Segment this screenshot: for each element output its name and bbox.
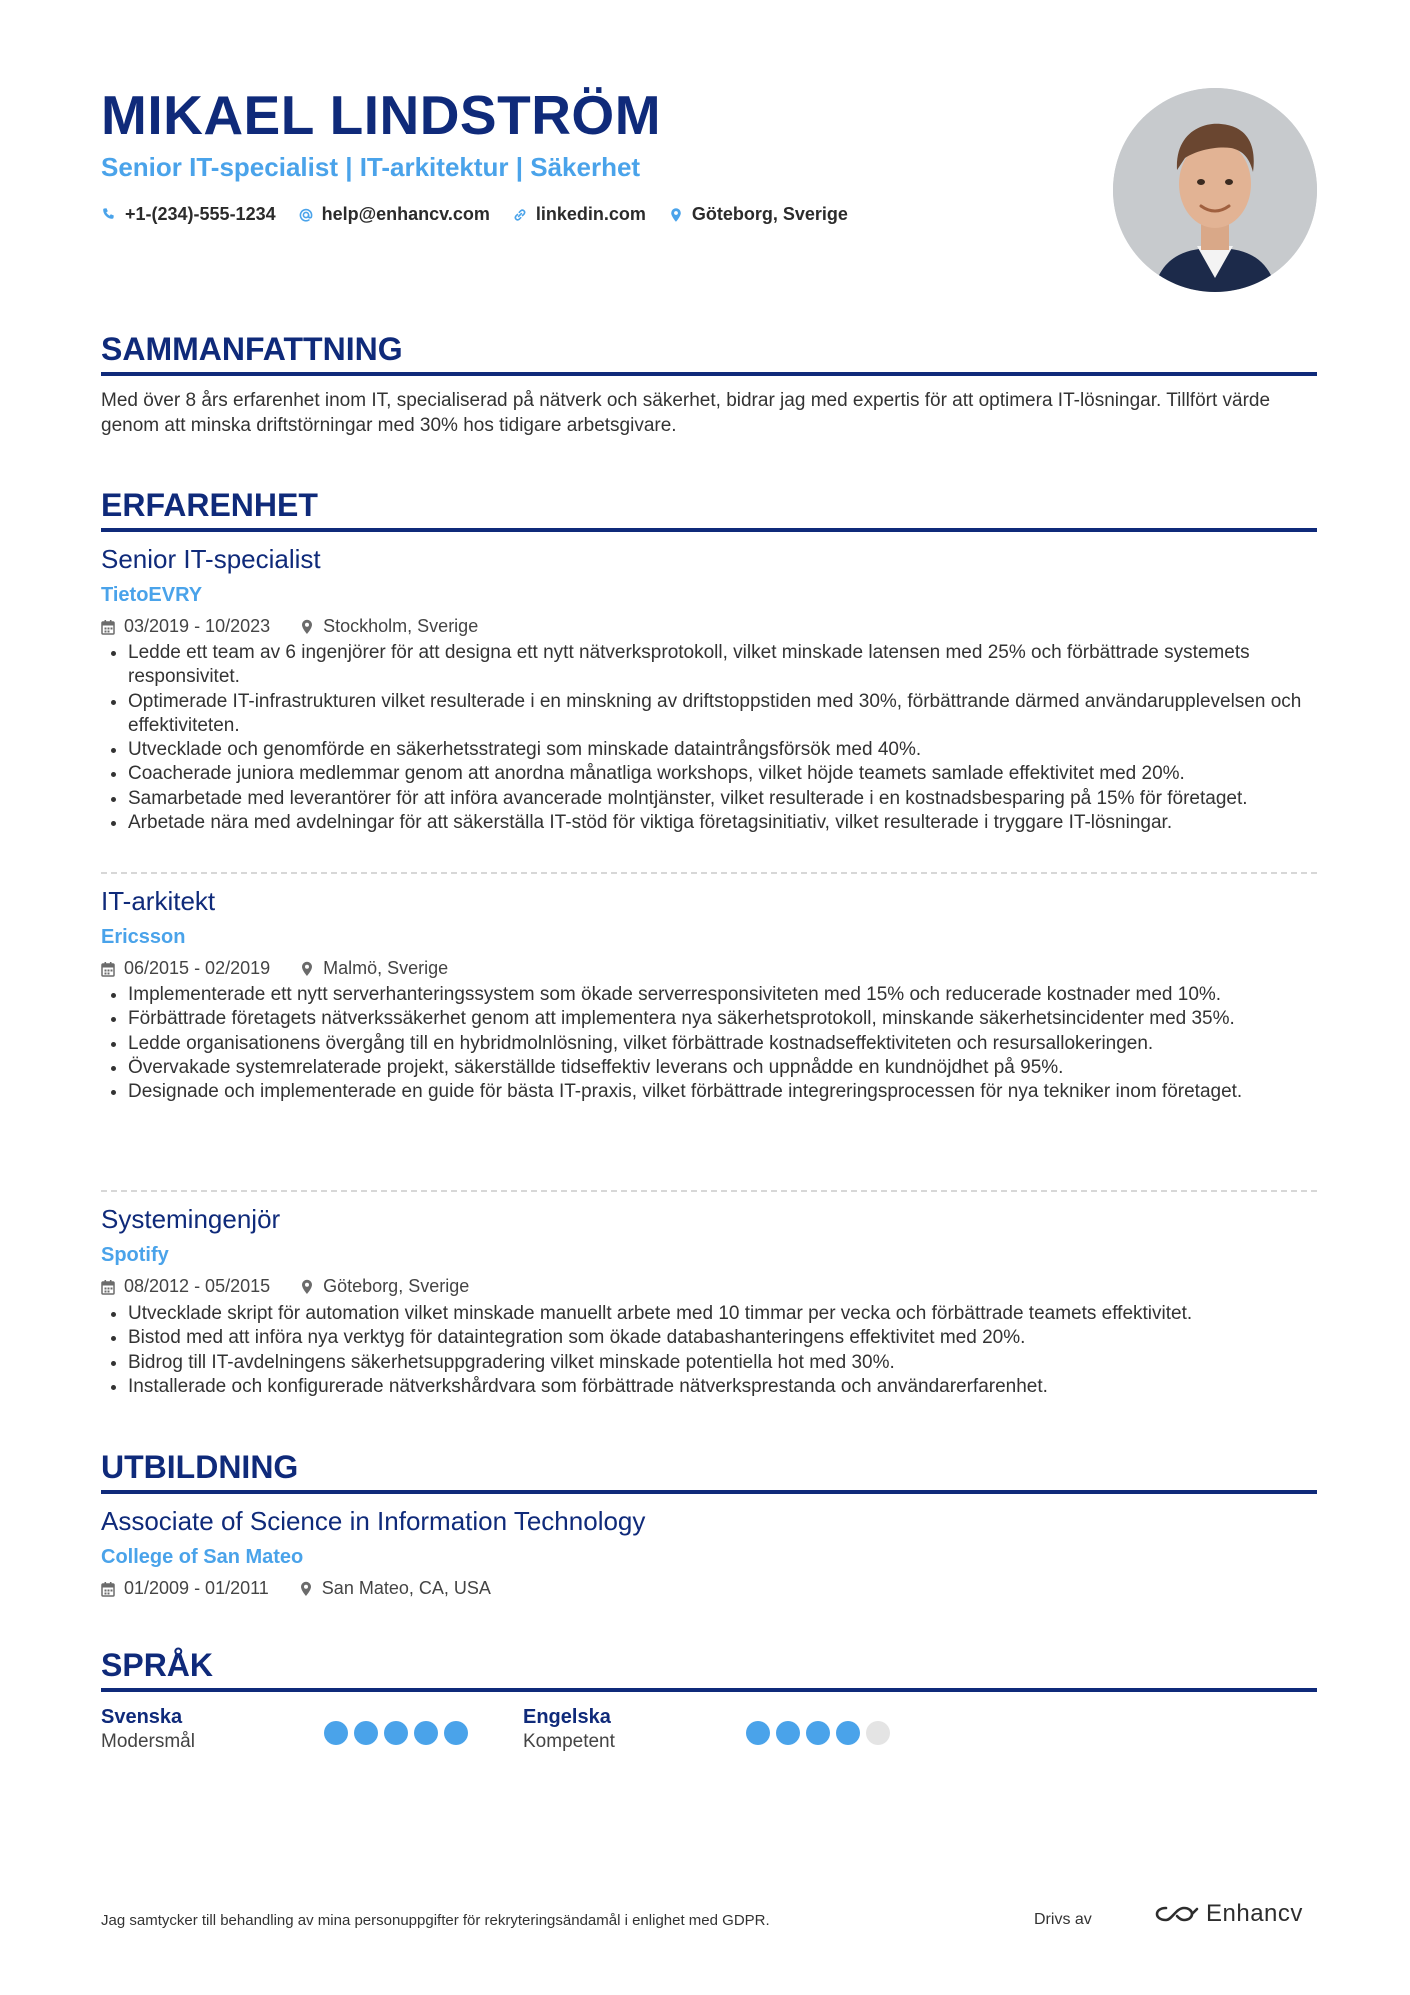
rating-dot-empty <box>866 1721 890 1745</box>
contact-email[interactable] <box>298 204 490 225</box>
email-text: help@enhancv.com <box>321 204 490 224</box>
bullet: • Samarbetade med leverantörer för att införa avancerade molntjänster, vilket resulterade i en kostnadsbesparing på 15% för företaget. <box>128 787 1344 811</box>
job-title: Systemingenjör <box>101 1204 281 1234</box>
language-rating <box>324 1721 468 1745</box>
job-meta <box>101 958 448 979</box>
job-divider <box>101 1190 1317 1192</box>
job-meta <box>101 1276 469 1297</box>
location-text: Malmö, Sverige <box>323 958 449 978</box>
location-text: Göteborg, Sverige <box>691 204 848 224</box>
gdpr-consent: Jag samtycker till behandling av mina personuppgifter för rekryteringsändamål i enlighet med GDPR. <box>101 1912 770 1929</box>
rating-dot-filled <box>354 1721 378 1745</box>
link-icon <box>512 207 528 223</box>
company-name: Ericsson <box>101 926 186 948</box>
bullet: • Bidrog till IT-avdelningens säkerhetsuppgradering vilket minskade potentiella hot med 30%. <box>128 1351 1344 1375</box>
enhancv-logo[interactable] <box>1154 1900 1303 1928</box>
dates-text: 03/2019 - 10/2023 <box>124 616 271 636</box>
job-title: Senior IT-specialist <box>101 544 321 574</box>
experience-heading: ERFARENHET <box>101 486 1317 532</box>
company-name: Spotify <box>101 1244 169 1266</box>
location-pin-icon <box>299 1581 313 1597</box>
company-name: TietoEVRY <box>101 584 203 606</box>
language-rating <box>746 1721 890 1745</box>
contact-phone[interactable] <box>101 204 276 225</box>
job-location <box>300 958 448 979</box>
school-name: College of San Mateo <box>101 1546 304 1568</box>
profile-photo <box>1113 88 1317 292</box>
location-pin-icon <box>300 961 314 977</box>
job-location <box>300 616 478 637</box>
bullet: • Utvecklade och genomförde en säkerhetsstrategi som minskade dataintrångsförsök med 40%. <box>128 738 1344 762</box>
rating-dot-filled <box>384 1721 408 1745</box>
job-location <box>300 1276 469 1297</box>
job-bullets <box>101 1302 1344 1399</box>
language-item <box>523 1706 615 1753</box>
location-text: Göteborg, Sverige <box>323 1276 470 1296</box>
contact-location <box>668 204 848 225</box>
dates-text: 01/2009 - 01/2011 <box>124 1578 269 1598</box>
bullet: • Utvecklade skript för automation vilket minskade manuellt arbete med 10 timmar per vecka och förbättrade teamets effektivitet. <box>128 1302 1344 1326</box>
languages-heading: SPRÅK <box>101 1646 1317 1692</box>
phone-icon <box>101 207 117 223</box>
job-bullets <box>101 983 1344 1104</box>
job-dates <box>101 958 270 979</box>
education-meta <box>101 1578 491 1599</box>
calendar-icon <box>101 619 115 635</box>
dates-text: 08/2012 - 05/2015 <box>124 1276 271 1296</box>
bullet: • Optimerade IT-infrastrukturen vilket resulterade i en minskning av driftstoppstiden med 30%, förbättrande därmed användarupplevelsen och effektiviteten. <box>128 690 1344 739</box>
bullet: • Förbättrade företagets nätverkssäkerhet genom att implementera nya säkerhetsprotokoll, minskande säkerhetsincidenter med 35%. <box>128 1007 1344 1031</box>
calendar-icon <box>101 1581 115 1597</box>
location-pin-icon <box>300 619 314 635</box>
phone-text: +1-(234)-555-1234 <box>125 204 276 224</box>
summary-heading: SAMMANFATTNING <box>101 330 1317 376</box>
bullet: • Ledde ett team av 6 ingenjörer för att designa ett nytt nätverksprotokoll, vilket minskade latensen med 25% och förbättrade systemets responsivitet. <box>128 641 1344 690</box>
bullet: • Bistod med att införa nya verktyg för dataintegration som ökade databashanteringens effektivitet med 20%. <box>128 1326 1344 1350</box>
job-dates <box>101 616 270 637</box>
bullet: • Designade och implementerade en guide för bästa IT-praxis, vilket förbättrade integreringsprocessen för nya tekniker inom företaget. <box>128 1080 1344 1104</box>
job-divider <box>101 872 1317 874</box>
bullet: • Ledde organisationens övergång till en hybridmolnlösning, vilket förbättrade kostnadseffektiviteten och resursallokeringen. <box>128 1032 1344 1056</box>
language-name: Svenska <box>101 1706 183 1728</box>
dates-text: 06/2015 - 02/2019 <box>124 958 271 978</box>
candidate-headline: Senior IT-specialist | IT-arkitektur | Säkerhet <box>101 152 641 182</box>
rating-dot-filled <box>414 1721 438 1745</box>
rating-dot-filled <box>746 1721 770 1745</box>
rating-dot-filled <box>444 1721 468 1745</box>
rating-dot-filled <box>776 1721 800 1745</box>
candidate-name: MIKAEL LINDSTRÖM <box>101 84 662 146</box>
calendar-icon <box>101 961 115 977</box>
brand-name: Enhancv <box>1206 1900 1303 1927</box>
language-level: Kompetent <box>523 1731 615 1752</box>
summary-text: Med över 8 års erfarenhet inom IT, specialiserad på nätverk och säkerhet, bidrar jag med expertis för att optimera IT-lösningar. Tillfört värde genom att minska driftstörningar med 30% hos tidigare arbetsgivare. <box>101 390 1271 436</box>
location-pin-icon <box>668 207 684 223</box>
education-dates <box>101 1578 269 1599</box>
rating-dot-filled <box>836 1721 860 1745</box>
linkedin-text: linkedin.com <box>535 204 646 224</box>
language-item <box>101 1706 195 1753</box>
job-title: IT-arkitekt <box>101 886 216 916</box>
education-location <box>299 1578 491 1599</box>
bullet: • Coacherade juniora medlemmar genom att anordna månatliga workshops, vilket höjde teamets samlade effektivitet med 20%. <box>128 762 1344 786</box>
calendar-icon <box>101 1279 115 1295</box>
location-text: Stockholm, Sverige <box>323 616 479 636</box>
education-heading: UTBILDNING <box>101 1448 1317 1494</box>
powered-by-label: Drivs av <box>1034 1911 1092 1928</box>
contact-bar <box>101 204 848 225</box>
contact-linkedin[interactable] <box>512 204 646 225</box>
bullet: • Övervakade systemrelaterade projekt, säkerställde tidseffektiv leverans och uppnådde en kundnöjdhet på 95%. <box>128 1056 1344 1080</box>
location-text: San Mateo, CA, USA <box>321 1578 491 1598</box>
job-dates <box>101 1276 270 1297</box>
bullet: • Installerade och konfigurerade nätverkshårdvara som förbättrade nätverksprestanda och användarerfarenhet. <box>128 1375 1344 1399</box>
rating-dot-filled <box>324 1721 348 1745</box>
at-icon <box>298 207 314 223</box>
infinity-logo-icon <box>1154 1902 1200 1926</box>
job-meta <box>101 616 478 637</box>
degree-title: Associate of Science in Information Technology <box>101 1506 646 1536</box>
rating-dot-filled <box>806 1721 830 1745</box>
bullet: • Implementerade ett nytt serverhanteringssystem som ökade serverresponsiviteten med 15% och reducerade kostnader med 10%. <box>128 983 1344 1007</box>
language-level: Modersmål <box>101 1731 195 1752</box>
job-bullets <box>101 641 1344 835</box>
language-name: Engelska <box>523 1706 611 1728</box>
location-pin-icon <box>300 1279 314 1295</box>
bullet: • Arbetade nära med avdelningar för att säkerställa IT-stöd för viktiga företagsinitiativ, vilket resulterade i tryggare IT-lösningar. <box>128 811 1344 835</box>
